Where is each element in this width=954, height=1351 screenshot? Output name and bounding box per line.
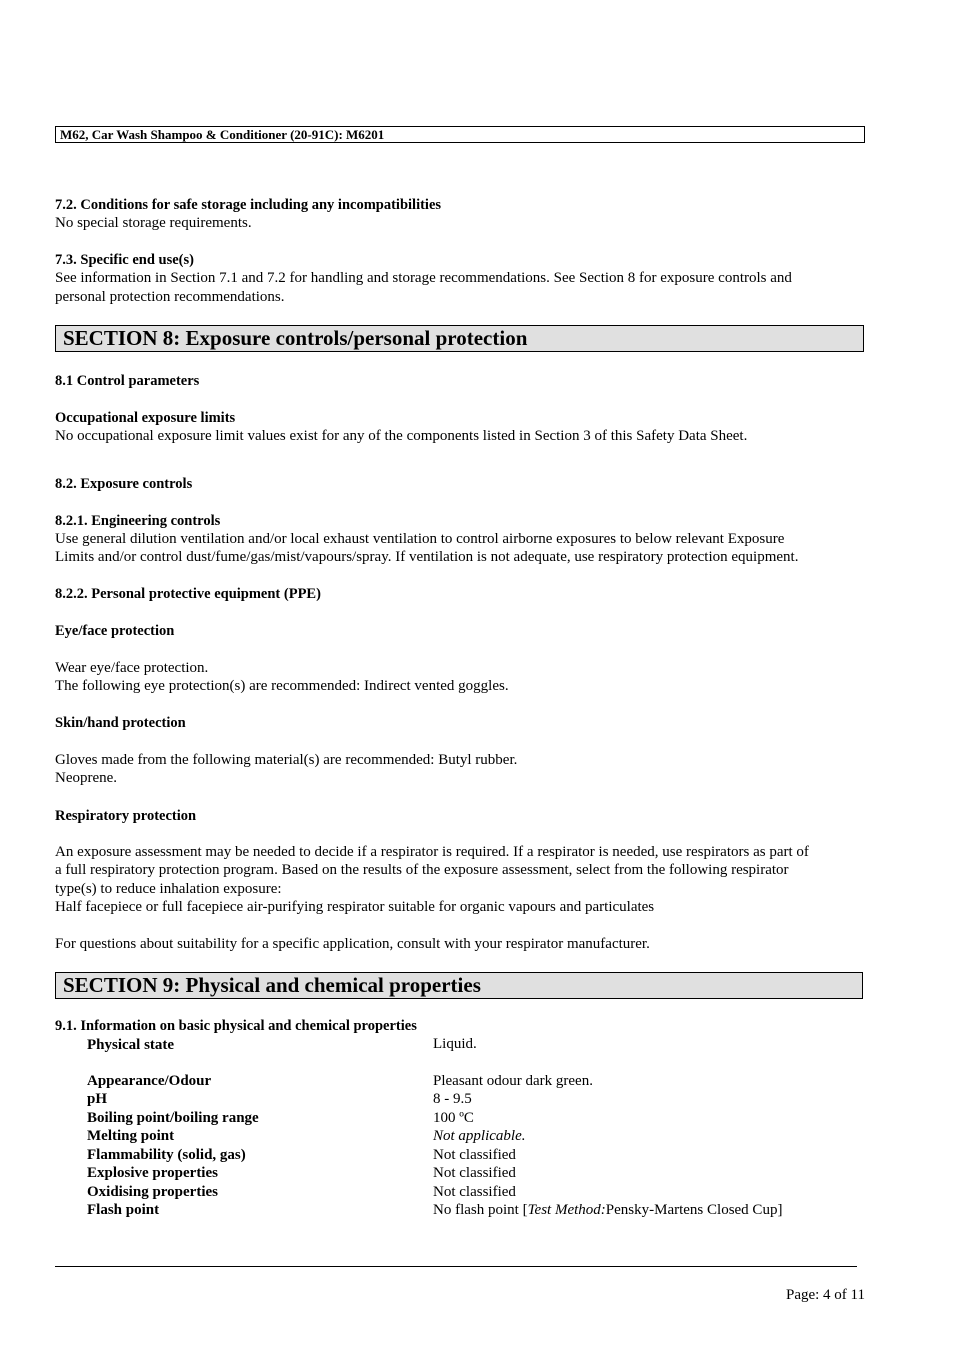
section-7-2-text: No special storage requirements. bbox=[55, 215, 252, 231]
prop-value: 100 ºC bbox=[433, 1110, 474, 1126]
section-8-1-title: 8.1 Control parameters bbox=[55, 373, 200, 389]
prop-label: Oxidising properties bbox=[87, 1184, 218, 1200]
prop-label: Boiling point/boiling range bbox=[87, 1110, 259, 1126]
oel-title: Occupational exposure limits bbox=[55, 410, 236, 426]
respiratory-line5: For questions about suitability for a specific application, consult with your respirator manufacturer. bbox=[55, 936, 650, 952]
flash-point-value bbox=[433, 1201, 782, 1220]
respiratory-line3: type(s) to reduce inhalation exposure: bbox=[55, 881, 282, 897]
footer-divider bbox=[55, 1266, 857, 1267]
engineering-controls-line2: Limits and/or control dust/fume/gas/mist/vapours/spray. If ventilation is not adequate, use respiratory protection equipment. bbox=[55, 549, 799, 565]
section-8-2-title: 8.2. Exposure controls bbox=[55, 476, 193, 492]
prop-label: Physical state bbox=[87, 1037, 175, 1053]
engineering-controls-line1: Use general dilution ventilation and/or local exhaust ventilation to control airborne exposures to below relevant Exposure bbox=[55, 531, 785, 547]
section-7-3-title: 7.3. Specific end use(s) bbox=[55, 252, 194, 268]
eye-protection-line2: The following eye protection(s) are recommended: Indirect vented goggles. bbox=[55, 678, 509, 694]
eye-protection-line1: Wear eye/face protection. bbox=[55, 660, 209, 676]
page-number: Page: 4 of 11 bbox=[785, 1287, 865, 1303]
section-7-2-title: 7.2. Conditions for safe storage including any incompatibilities bbox=[55, 197, 442, 213]
skin-protection-title: Skin/hand protection bbox=[55, 715, 186, 731]
prop-value: Not classified bbox=[433, 1184, 516, 1200]
oel-text: No occupational exposure limit values exist for any of the components listed in Section 3 of this Safety Data Sheet. bbox=[55, 428, 748, 444]
section-9-1-title: 9.1. Information on basic physical and chemical properties bbox=[55, 1018, 417, 1034]
prop-label: Appearance/Odour bbox=[87, 1073, 212, 1089]
respiratory-line1: An exposure assessment may be needed to decide if a respirator is required. If a respirator is needed, use respirators as part of bbox=[55, 844, 809, 860]
prop-label: Flash point bbox=[87, 1202, 160, 1218]
prop-label: pH bbox=[87, 1091, 108, 1107]
prop-value: Pleasant odour dark green. bbox=[433, 1073, 593, 1089]
flash-point-test-method: Test Method: bbox=[527, 1202, 606, 1218]
section-7-3-line2: personal protection recommendations. bbox=[55, 289, 285, 305]
document-header-product: M62, Car Wash Shampoo & Conditioner (20-91C): M6201 bbox=[55, 126, 865, 143]
prop-value: Not classified bbox=[433, 1147, 516, 1163]
flash-point-method-name: Pensky-Martens Closed Cup] bbox=[605, 1202, 783, 1218]
section-9-heading: SECTION 9: Physical and chemical properties bbox=[55, 972, 863, 999]
prop-label: Flammability (solid, gas) bbox=[87, 1147, 246, 1163]
flash-point-prefix: No flash point [ bbox=[433, 1202, 528, 1218]
section-8-2-1-title: 8.2.1. Engineering controls bbox=[55, 513, 221, 529]
respiratory-line4: Half facepiece or full facepiece air-purifying respirator suitable for organic vapours and particulates bbox=[55, 899, 655, 915]
respiratory-protection-title: Respiratory protection bbox=[55, 808, 197, 824]
prop-value: 8 - 9.5 bbox=[433, 1091, 472, 1107]
prop-value: Liquid. bbox=[433, 1036, 477, 1052]
skin-protection-line1: Gloves made from the following material(s) are recommended: Butyl rubber. bbox=[55, 752, 518, 768]
prop-value: Not classified bbox=[433, 1165, 516, 1181]
section-8-heading: SECTION 8: Exposure controls/personal protection bbox=[55, 325, 864, 352]
respiratory-line2: a full respiratory protection program. Based on the results of the exposure assessment, select from the following respirator bbox=[55, 862, 789, 878]
prop-label: Explosive properties bbox=[87, 1165, 218, 1181]
prop-label: Melting point bbox=[87, 1128, 175, 1144]
section-8-2-2-title: 8.2.2. Personal protective equipment (PPE) bbox=[55, 586, 321, 602]
skin-protection-line2: Neoprene. bbox=[55, 770, 118, 786]
prop-value: Not applicable. bbox=[433, 1128, 526, 1144]
eye-protection-title: Eye/face protection bbox=[55, 623, 175, 639]
section-7-3-line1: See information in Section 7.1 and 7.2 for handling and storage recommendations. See Section 8 for exposure controls and bbox=[55, 270, 792, 286]
